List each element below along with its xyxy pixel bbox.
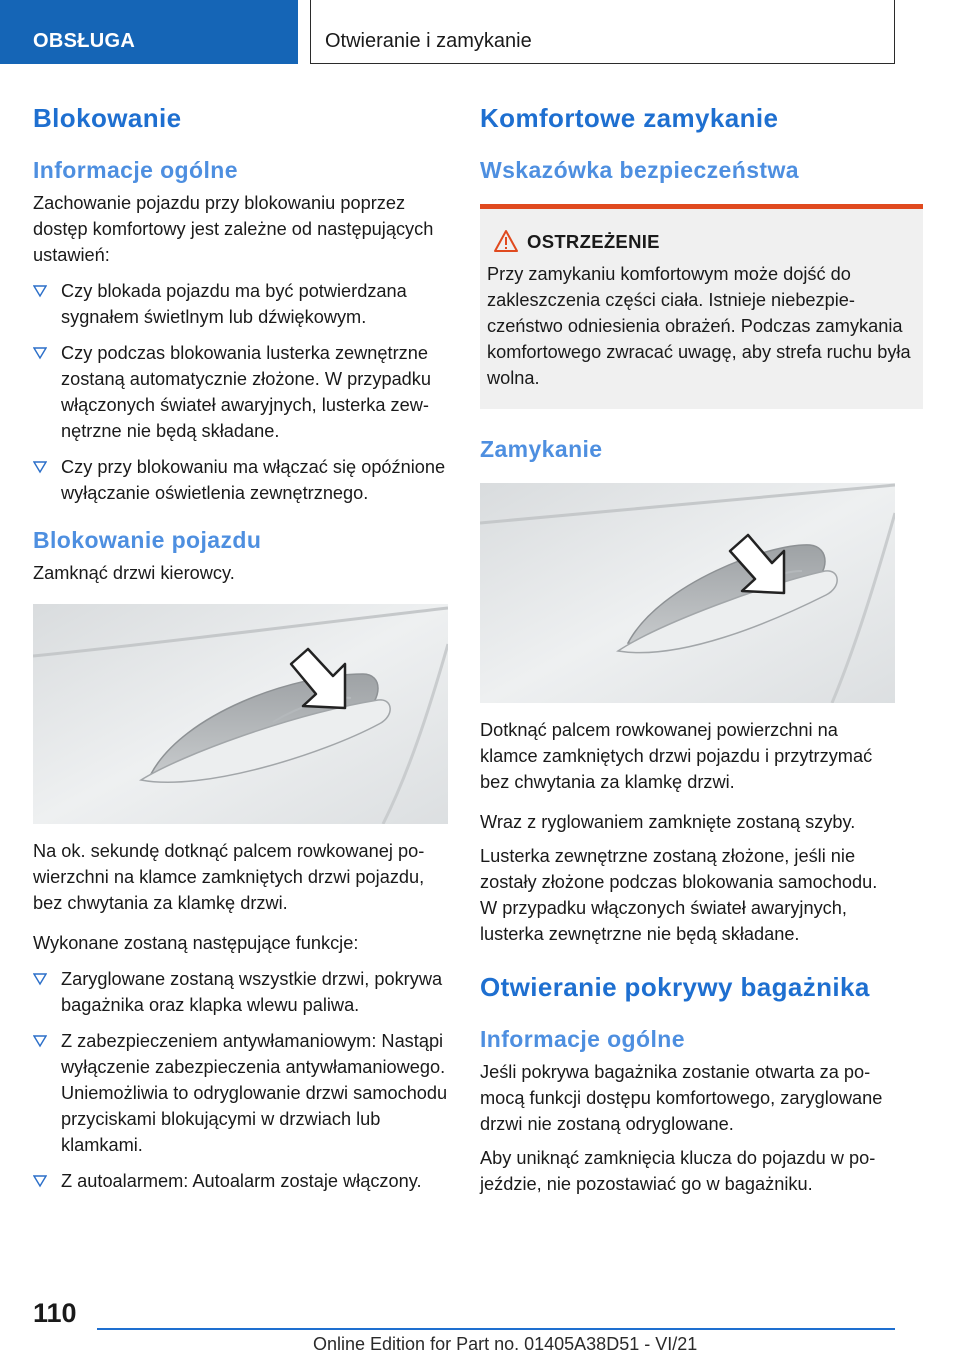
list-item: Z zabezpieczeniem antywłamaniowym: Nastąpi wyłączenie zabezpieczenia antywłamaniowego. Uniemożliwia to odryglowanie drzwi samochodu przyciskami blokującymi w drzwiach lub klamkami. [33, 1028, 448, 1158]
settings-list [33, 278, 448, 506]
paragraph-close-door: Zamknąć drzwi kierowcy. [33, 563, 235, 583]
triangle-bullet-icon [33, 1174, 47, 1188]
list-item: Czy blokada pojazdu ma być potwierdzana sygnałem świetlnym lub dźwiękowym. [33, 278, 448, 330]
paragraph-windows: Wraz z ryglowaniem zamknięte zostaną szyby. [480, 812, 856, 832]
warning-box [480, 209, 923, 409]
paragraph-trunk-1: Jeśli pokrywa bagażnika zostanie otwarta za pomocą funkcji dostępu komfortowego, zaryglowane drzwi nie zostaną odryglowane. [480, 1062, 883, 1134]
footer-edition: Online Edition for Part no. 01405A38D51 - VI/21 [313, 1334, 698, 1354]
heading-informacje-ogolne-trunk: Informacje ogólne [480, 1026, 685, 1052]
door-handle-illustration [33, 604, 448, 824]
page-number: 110 [33, 1298, 77, 1328]
paragraph-mirrors: Lusterka zewnętrzne zostaną złożone, jeśli nie zostały złożone podczas blokowania samochodu. W przypadku włączonych świateł awaryjnych, lusterka zewnętrzne nie będą składane. [480, 846, 878, 944]
functions-list [33, 966, 448, 1194]
triangle-bullet-icon [33, 460, 47, 474]
list-item: Zaryglowane zostaną wszystkie drzwi, pokrywa bagażnika oraz klapka wlewu paliwa. [33, 966, 448, 1018]
warning-triangle-icon [493, 229, 519, 253]
list-item: Czy podczas blokowania lusterka zewnętrzne zostaną automatycznie złożone. W przypadku włączonych świateł awaryjnych, lusterka zewnętrzne nie będą składane. [33, 340, 448, 444]
footer-rule [97, 1328, 895, 1330]
list-item: Z autoalarmem: Autoalarm zostaje włączony. [33, 1168, 448, 1194]
section-tab [0, 0, 298, 64]
heading-zamykanie: Zamykanie [480, 436, 603, 462]
warning-text: Przy zamykaniu komfortowym może dojść do zakleszczenia części ciała. Istnieje niebezpieczeństwo odniesienia obrażeń. Podczas zamykania komfortowego zwracać uwagę, aby strefa ruchu była wolna. [487, 264, 911, 388]
left-column [33, 100, 448, 1194]
heading-blokowanie: Blokowanie [33, 103, 182, 133]
heading-informacje-ogolne: Informacje ogólne [33, 157, 238, 183]
triangle-bullet-icon [33, 972, 47, 986]
list-item: Czy przy blokowaniu ma włączać się opóźnione wyłączanie oświetlenia zewnętrznego. [33, 454, 448, 506]
door-handle-illustration [480, 483, 895, 703]
heading-blokowanie-pojazdu: Blokowanie pojazdu [33, 527, 262, 553]
right-column [480, 100, 911, 1197]
heading-wskazowka-bezpieczenstwa: Wskazówka bezpieczeństwa [480, 157, 799, 183]
paragraph-general: Zachowanie pojazdu przy blokowaniu poprzez dostęp komfortowy jest zależne od następujących ustawień: [33, 193, 434, 265]
triangle-bullet-icon [33, 284, 47, 298]
triangle-bullet-icon [33, 346, 47, 360]
chapter-header [310, 0, 895, 64]
section-title: OBSŁUGA [33, 30, 136, 52]
warning-title: OSTRZEŻENIE [487, 229, 913, 255]
paragraph-functions: Wykonane zostaną następujące funkcje: [33, 933, 359, 953]
triangle-bullet-icon [33, 1034, 47, 1048]
paragraph-touch-hold: Dotknąć palcem rowkowanej powierzchni na klamce zamkniętych drzwi pojazdu i przytrzymać bez chwytania za klamkę drzwi. [480, 720, 873, 792]
paragraph-touch-handle: Na ok. sekundę dotknąć palcem rowkowanej powierzchni na klamce zamkniętych drzwi pojazdu, bez chwytania za klamkę drzwi. [33, 841, 425, 913]
heading-otwieranie-pokrywy: Otwieranie pokrywy bagażnika [480, 972, 870, 1002]
heading-komfortowe-zamykanie: Komfortowe zamykanie [480, 103, 779, 133]
chapter-title: Otwieranie i zamykanie [325, 30, 532, 52]
paragraph-trunk-2: Aby uniknąć zamknięcia klucza do pojazdu w pojeździe, nie pozostawiać go w bagażniku. [480, 1148, 876, 1194]
